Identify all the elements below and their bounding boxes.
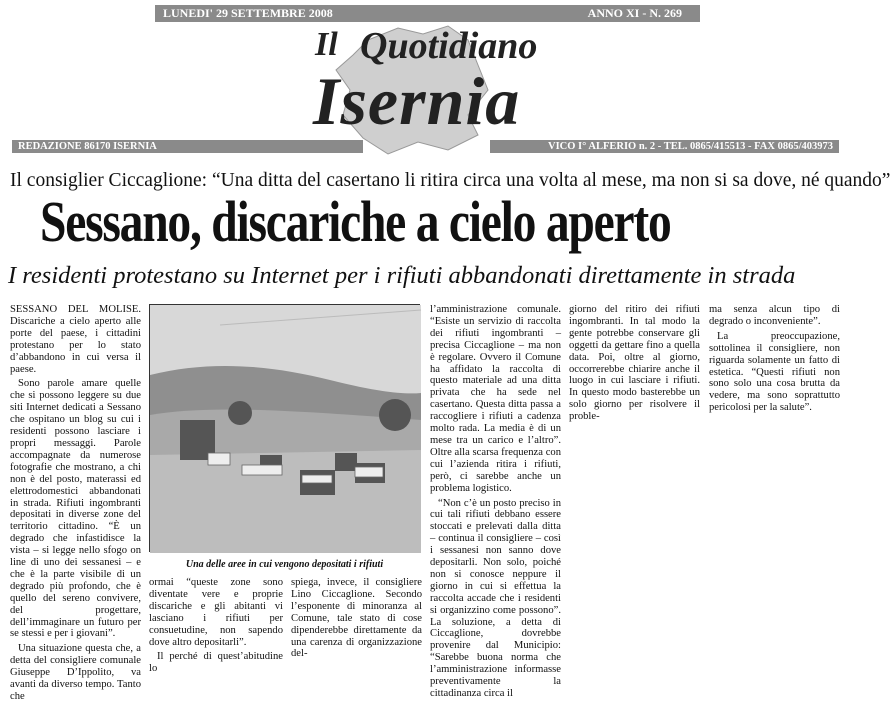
paragraph: “Non c’è un posto preciso in cui tali rifiuti debbano essere stoccati e prelevati dalla ditta – continua il consigliere – così i sessanesi non sanno dove depositarli. Non solo, poiché non si conosce neppure il giorno in cui si effettua la raccolta accade che i residenti si organizzino come possono”. La soluzione, a detta di Ciccaglione, dovrebbe provenire dal Municipio: “Sarebbe buona norma che l’amministrazione informasse preventivamente la cittadinanza circa il — [430, 497, 561, 699]
column-4 — [430, 304, 561, 699]
column-2 — [149, 577, 283, 675]
article-photo — [149, 304, 420, 552]
issue-date: LUNEDI' 29 SETTEMBRE 2008 — [163, 6, 333, 20]
column-3 — [291, 577, 422, 663]
paragraph: Una situazione questa che, a detta del consigliere comunale Giuseppe D’Ippolito, va avanti da diverso tempo. Tanto che — [10, 643, 141, 702]
article-headline: Sessano, discariche a cielo aperto — [40, 189, 671, 254]
masthead-quotidiano: Quotidiano — [360, 25, 538, 67]
column-6 — [709, 304, 840, 424]
column-5 — [569, 304, 700, 663]
column-1 — [10, 304, 141, 702]
paragraph: giorno del ritiro dei rifiuti ingombranti. In tal modo la gente potrebbe conservare gli oggetti da gettare fino a quella data. Poi, oltre al giorno, occorrerebbe chiarire anche il luogo in cui lasciare i rifiuti. In questo modo basterebbe un solo giorno per risolvere il proble- — [569, 304, 700, 423]
masthead-il: Il — [315, 26, 338, 63]
paragraph: Il perché di quest’abitudine lo — [149, 651, 283, 675]
paragraph: ma senza alcun tipo di degrado o inconveniente”. — [709, 304, 840, 327]
article-kicker: Il consiglier Ciccaglione: “Una ditta del casertano li ritira circa una volta al mese, ma non si sa dove, né quando” — [10, 170, 890, 191]
address-bar: VICO I° ALFERIO n. 2 - TEL. 0865/415513 - FAX 0865/403973 — [490, 140, 839, 153]
paragraph: spiega, invece, il consigliere Lino Ciccaglione. Secondo l’esponente di minoranza al Comune, tale stato di cose dipenderebbe direttamente da una carenza di organizzazione del- — [291, 577, 422, 660]
issue-number: ANNO XI - N. 269 — [587, 6, 682, 20]
paragraph: Sono parole amare quelle che si possono leggere su due siti Internet dedicati a Sessano che ospitano un blog su cui i residenti possono lasciare i propri messaggi. Parole accompagnate da numerose fotografie che mostrano, a chi non è del posto, materassi ed elettrodomestici abbandonati in strada. Rifiuti ingombranti depositati in diverse zone del territorio cittadino. “È un degrado che infastidisce la vista – si legge nello sfogo on line di uno dei sessanesi – e che è la parte visibile di un degrado più profondo, che è quello del sereno convivere, del progettare, dell’immaginare un futuro per se stessi e per i giovani”. — [10, 378, 141, 640]
paragraph: ormai “queste zone sono diventate vere e proprie discariche e gli abitanti vi lasciano i rifiuti per consuetudine, non sapendo dove altro depositarli”. — [149, 577, 283, 648]
paragraph: l’amministrazione comunale. “Esiste un servizio di raccolta dei rifiuti ingombranti – precisa Ciccaglione – ma non è regolare. Ovvero il Comune ha affidato la raccolta di questo materiale ad una ditta privata che ha sede nel casertano. Questa ditta passa a raccogliere i rifiuti a cadenza molto rada. La media è di un mese tra un carico e l’altro”. Oltre alla scarsa frequenza con cui l’azienda ritira i rifiuti, però, ci sarebbe anche un problema logistico. — [430, 304, 561, 494]
paragraph: SESSANO DEL MOLISE. Discariche a cielo aperto alle porte del paese, i cittadini protestano per lo stato d’abbandono in cui versa il paese. — [10, 304, 141, 375]
photo-caption: Una delle aree in cui vengono depositati i rifiuti — [185, 559, 384, 570]
masthead-isernia: Isernia — [313, 63, 521, 139]
article-subhead: I residenti protestano su Internet per i rifiuti abbandonati direttamente in strada — [8, 262, 796, 289]
landfill-photo-illustration — [150, 305, 421, 553]
paragraph: La preoccupazione, sottolinea il consigliere, non riguarda solamente un fatto di estetica. “Questi rifiuti non sono solo una cosa brutta da vedere, ma sono soprattutto pericolosi per la salute”. — [709, 330, 840, 414]
redazione-bar: REDAZIONE 86170 ISERNIA — [12, 140, 363, 153]
